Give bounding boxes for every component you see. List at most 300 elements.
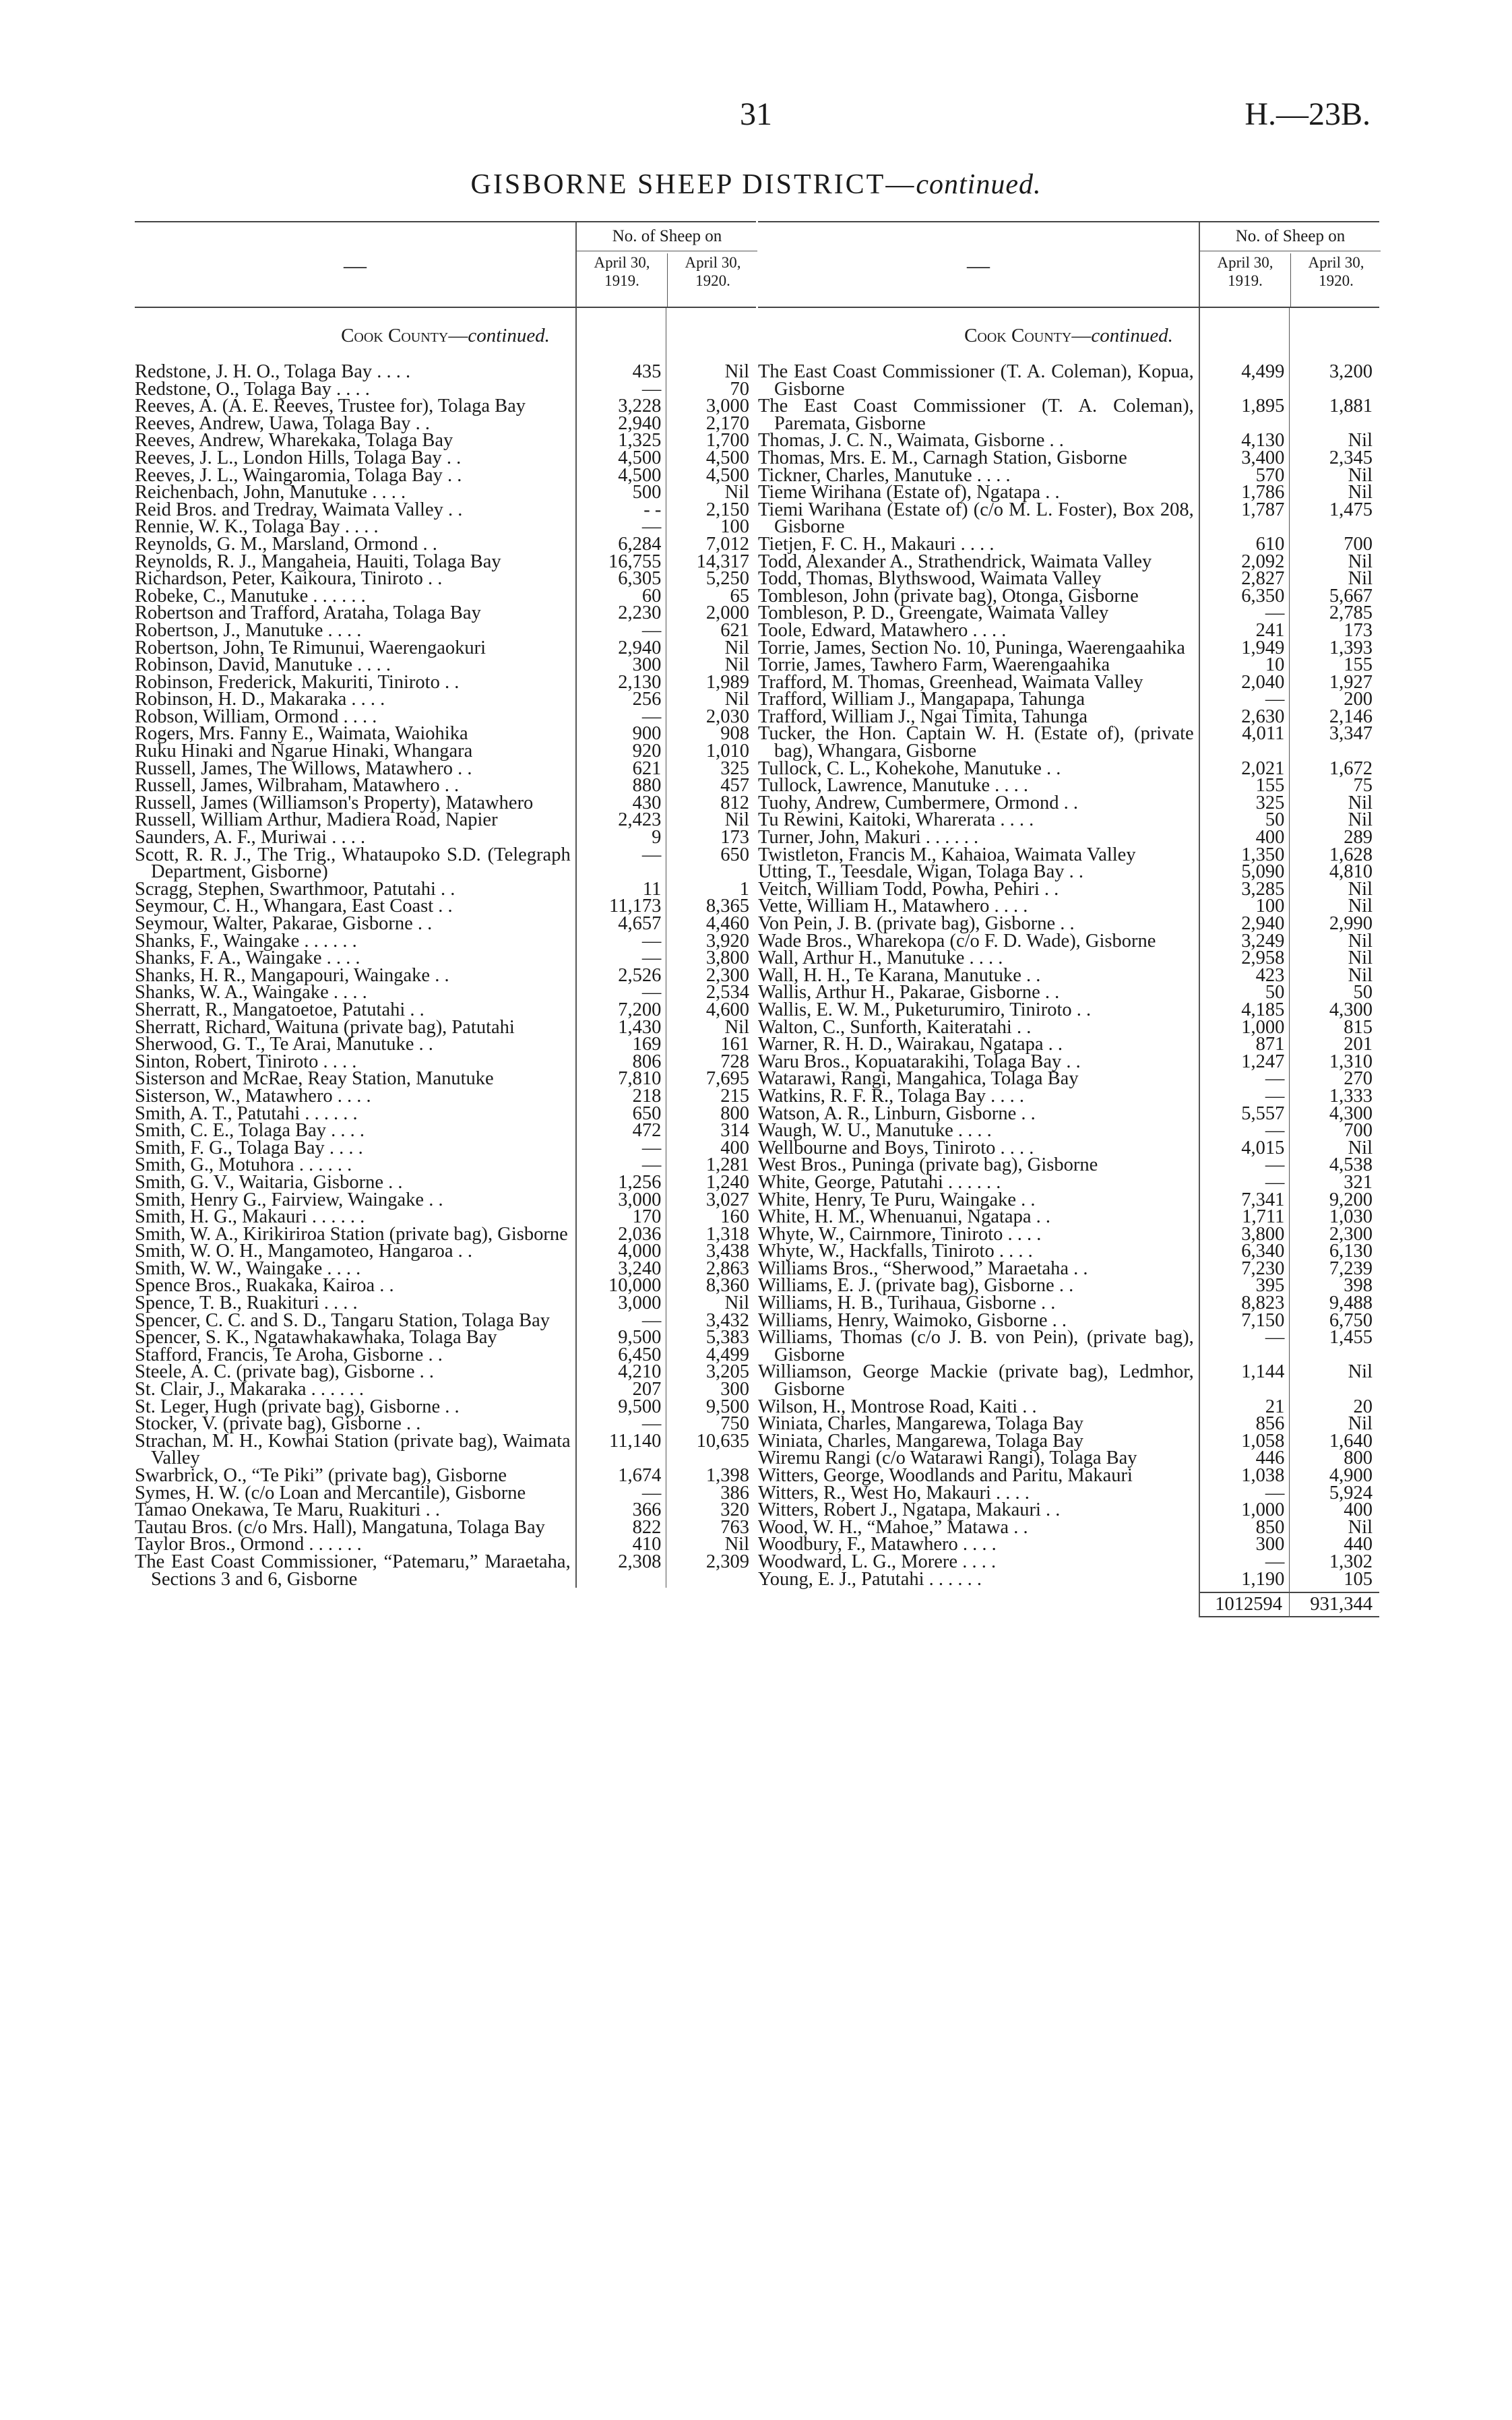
sheep-1919: 472 xyxy=(632,1120,662,1142)
table-row xyxy=(135,1415,756,1433)
col-1920-header: April 30, 1920. xyxy=(667,253,758,307)
right-rows xyxy=(758,363,1379,1588)
owner-name: Swarbrick, O., “Te Piki” (private bag), Gisborne xyxy=(135,1465,507,1486)
page-number: 31 xyxy=(740,96,772,132)
sheep-1920: 201 xyxy=(1344,1034,1373,1055)
owner-name: White, Henry, Te Puru, Waingake . . xyxy=(758,1189,1036,1210)
sheep-1920: 8,360 xyxy=(705,1275,750,1297)
owner-name: St. Clair, J., Makaraka . . . . . . xyxy=(135,1379,365,1400)
sheep-1920: 763 xyxy=(720,1516,750,1538)
owner-name: Utting, T., Teesdale, Wigan, Tolaga Bay . . xyxy=(758,861,1083,883)
sheep-1920: 1,240 xyxy=(705,1171,750,1193)
table-row xyxy=(135,1381,756,1398)
owner-name: Shanks, F. A., Waingake . . . . xyxy=(135,948,360,969)
sheep-1919: 1,949 xyxy=(1241,637,1285,658)
table-row xyxy=(758,1085,1379,1107)
total-1919: 1012594 xyxy=(1199,1592,1289,1617)
sheep-1919: 207 xyxy=(632,1379,662,1400)
col-1920-header: April 30, 1920. xyxy=(1290,253,1381,307)
owner-name: Reichenbach, John, Manutuke . . . . xyxy=(135,482,406,503)
sheep-1919: 435 xyxy=(632,361,662,382)
section-heading xyxy=(135,308,756,363)
owner-name: Rogers, Mrs. Fanny E., Waimata, Waiohika xyxy=(135,723,468,745)
owner-name: Sisterson and McRae, Reay Station, Manutuke xyxy=(135,1068,494,1090)
sheep-1919: — xyxy=(641,378,662,400)
owner-name: Reeves, A. (A. E. Reeves, Trustee for), Tolaga Bay xyxy=(135,396,526,417)
table-row xyxy=(758,1122,1379,1140)
total-label xyxy=(758,1592,1199,1617)
table-row xyxy=(758,1467,1379,1485)
owner-name: Sherratt, Richard, Waituna (private bag), Patutahi xyxy=(135,1016,515,1038)
sheep-1919: - - xyxy=(643,499,662,520)
owner-name: Smith, A. T., Patutahi . . . . . . xyxy=(135,1103,358,1124)
table-row xyxy=(758,1501,1379,1519)
owner-name: Reeves, Andrew, Uawa, Tolaga Bay . . xyxy=(135,412,431,434)
owner-name: Saunders, A. F., Muriwai . . . . xyxy=(135,827,366,848)
sheep-1920: 161 xyxy=(720,1034,750,1055)
table-row xyxy=(758,829,1379,846)
left-table-body xyxy=(135,308,756,1588)
sheep-1919: 3,228 xyxy=(618,396,662,417)
owner-name: Reeves, J. L., Waingaromia, Tolaga Bay . . xyxy=(135,464,462,486)
sheep-1920: 1,628 xyxy=(1329,844,1373,865)
sheep-1920: 650 xyxy=(720,844,750,865)
sheep-1920: 289 xyxy=(1344,827,1373,848)
owner-name: Wellbourne and Boys, Tiniroto . . . . xyxy=(758,1137,1034,1158)
owner-name: Russell, James, Wilbraham, Matawhero . . xyxy=(135,775,460,797)
table-row xyxy=(758,484,1379,501)
sheep-1920: 1,333 xyxy=(1329,1085,1373,1107)
owner-name: Robinson, David, Manutuke . . . . xyxy=(135,654,391,676)
sheep-1920: 398 xyxy=(1344,1275,1373,1297)
sheep-1920: Nil xyxy=(1348,878,1373,900)
table-row xyxy=(758,656,1379,674)
sheep-1919: 850 xyxy=(1255,1516,1285,1538)
sheep-1920: 5,924 xyxy=(1329,1482,1373,1503)
sheep-1919: 325 xyxy=(1255,792,1285,813)
owner-name: Smith, W. A., Kirikiriroa Station (private bag), Gisborne xyxy=(135,1223,568,1245)
owner-name: Williamson, George Mackie (private bag), Ledmhor, Gisborne xyxy=(758,1361,1194,1400)
sheep-1919: 1,711 xyxy=(1242,1206,1285,1228)
sheep-1919: 300 xyxy=(1255,1534,1285,1555)
owner-name: Reynolds, G. M., Marsland, Ormond . . xyxy=(135,533,437,555)
sheep-1919: 1,325 xyxy=(618,430,662,452)
owner-name: Tullock, Lawrence, Manutuke . . . . xyxy=(758,775,1029,797)
table-row xyxy=(135,1501,756,1519)
sheep-1919: 4,657 xyxy=(618,913,662,934)
table-row xyxy=(758,501,1379,536)
owner-name: Seymour, Walter, Pakarae, Gisborne . . xyxy=(135,913,433,934)
sheep-1920: 4,500 xyxy=(705,447,750,468)
document-reference: H.—23B. xyxy=(1245,96,1371,132)
sheep-1919: 300 xyxy=(632,654,662,676)
table-row xyxy=(135,1171,756,1193)
sheep-1919: 423 xyxy=(1255,964,1285,986)
owner-name: Sisterson, W., Matawhero . . . . xyxy=(135,1085,371,1107)
table-row xyxy=(758,398,1379,432)
sheep-1920: Nil xyxy=(724,654,750,676)
sheep-1919: 2,958 xyxy=(1241,948,1285,969)
owner-name: Walton, C., Sunforth, Kaiteratahi . . xyxy=(758,1016,1032,1038)
sheep-1920: 321 xyxy=(1344,1171,1373,1193)
sheep-1920: Nil xyxy=(1348,964,1373,986)
owner-name: Vette, William H., Matawhero . . . . xyxy=(758,896,1028,917)
owner-name: Witters, Robert J., Ngatapa, Makauri . . xyxy=(758,1499,1061,1521)
sheep-1920: 4,900 xyxy=(1329,1465,1373,1486)
owner-name: White, George, Patutahi . . . . . . xyxy=(758,1171,1001,1193)
sheep-1919: 2,630 xyxy=(1241,706,1285,727)
owner-name: Smith, H. G., Makauri . . . . . . xyxy=(135,1206,365,1228)
owner-name: Thomas, Mrs. E. M., Carnagh Station, Gisborne xyxy=(758,447,1127,468)
owner-name: Shanks, H. R., Mangapouri, Waingake . . xyxy=(135,964,449,986)
owner-name: Waru Bros., Kopuatarakihi, Tolaga Bay . . xyxy=(758,1051,1081,1072)
sheep-1920: 2,785 xyxy=(1329,602,1373,624)
sheep-1920: 800 xyxy=(1344,1448,1373,1469)
table-row xyxy=(758,533,1379,555)
sheep-1920: 400 xyxy=(720,1137,750,1158)
sheep-1919: — xyxy=(1265,1120,1285,1142)
sheep-1920: 325 xyxy=(720,757,750,779)
sheep-1920: 1,010 xyxy=(705,741,750,762)
sheep-1919: 1,256 xyxy=(618,1171,662,1193)
table-row xyxy=(758,1171,1379,1193)
owner-name: Winiata, Charles, Mangarewa, Tolaga Bay xyxy=(758,1413,1084,1435)
owner-name: Williams, H. B., Turihaua, Gisborne . . xyxy=(758,1293,1056,1314)
sheep-1920: 6,750 xyxy=(1329,1309,1373,1331)
owner-name: Witters, George, Woodlands and Paritu, Makauri xyxy=(758,1465,1133,1486)
sheep-1920: 2,030 xyxy=(705,706,750,727)
sheep-1920: 50 xyxy=(1353,982,1373,1003)
owner-name: West Bros., Puninga (private bag), Gisborne xyxy=(758,1154,1098,1176)
table-row xyxy=(758,1295,1379,1312)
owner-name: Wallis, Arthur H., Pakarae, Gisborne . . xyxy=(758,982,1060,1003)
sheep-1919: 6,340 xyxy=(1241,1241,1285,1262)
sheep-1920: 1,927 xyxy=(1329,671,1373,693)
sheep-1920: 314 xyxy=(720,1120,750,1142)
table-row xyxy=(135,570,756,588)
sheep-1920: 4,300 xyxy=(1329,999,1373,1020)
table-row xyxy=(135,1208,756,1226)
table-row xyxy=(758,1001,1379,1019)
sheep-1920: 200 xyxy=(1344,689,1373,710)
sheep-1919: 9,500 xyxy=(618,1396,662,1417)
right-table-header xyxy=(758,221,1379,308)
owner-name: Whyte, W., Hackfalls, Tiniroto . . . . xyxy=(758,1241,1033,1262)
sheep-1920: 457 xyxy=(720,775,750,797)
sheep-1919: 3,249 xyxy=(1241,930,1285,952)
owner-name: Taylor Bros., Ormond . . . . . . xyxy=(135,1534,362,1555)
table-row xyxy=(135,533,756,555)
right-table-body xyxy=(758,308,1379,1617)
total-row xyxy=(758,1592,1379,1617)
left-table xyxy=(135,221,756,2290)
owner-name: Spencer, C. C. and S. D., Tangaru Station, Tolaga Bay xyxy=(135,1309,550,1331)
total-1920: 931,344 xyxy=(1289,1592,1379,1617)
sheep-1919: 871 xyxy=(1255,1034,1285,1055)
section-continued: continued. xyxy=(1091,325,1173,346)
sheep-1919: 3,240 xyxy=(618,1258,662,1279)
owner-name: Tombleson, P. D., Greengate, Waimata Valley xyxy=(758,602,1109,624)
sheep-1919: 6,284 xyxy=(618,533,662,555)
section-continued: continued. xyxy=(468,325,550,346)
sheep-1920: 9,200 xyxy=(1329,1189,1373,1210)
sheep-1920: Nil xyxy=(1348,948,1373,969)
sheep-1919: 1,000 xyxy=(1241,1016,1285,1038)
sheep-1920: Nil xyxy=(1348,896,1373,917)
sheep-1919: 2,021 xyxy=(1241,757,1285,779)
sheep-1920: 1,302 xyxy=(1329,1551,1373,1572)
owner-name: Scragg, Stephen, Swarthmoor, Patutahi . . xyxy=(135,878,455,900)
sheep-1920: 700 xyxy=(1344,1120,1373,1142)
sheep-1920: 9,500 xyxy=(705,1396,750,1417)
sheep-1919: 500 xyxy=(632,482,662,503)
sheep-1920: 4,600 xyxy=(705,999,750,1020)
sheep-1920: 4,460 xyxy=(705,913,750,934)
sheep-1920: 4,300 xyxy=(1329,1103,1373,1124)
sheep-1919: 4,011 xyxy=(1242,723,1285,745)
sheep-1919: — xyxy=(641,1413,662,1435)
owner-name: Williams, E. J. (private bag), Gisborne . . xyxy=(758,1275,1074,1297)
sheep-1920: 7,695 xyxy=(705,1068,750,1090)
sheep-1920: 320 xyxy=(720,1499,750,1521)
sheep-1920: 2,146 xyxy=(1329,706,1373,727)
sheep-1919: — xyxy=(641,844,662,865)
sheep-1920: Nil xyxy=(1348,930,1373,952)
sheep-1920: 1,281 xyxy=(705,1154,750,1176)
table-row xyxy=(135,398,756,415)
sheep-1919: 410 xyxy=(632,1534,662,1555)
sheep-1920: Nil xyxy=(724,689,750,710)
table-row xyxy=(758,1036,1379,1053)
sheep-1919: 2,230 xyxy=(618,602,662,624)
sheep-1919: 920 xyxy=(632,741,662,762)
owner-name: Winiata, Charles, Mangarewa, Tolaga Bay xyxy=(758,1430,1084,1452)
sheep-1920: 3,000 xyxy=(705,396,750,417)
sheep-1920: 100 xyxy=(720,516,750,538)
sheep-1919: 1,190 xyxy=(1241,1568,1285,1590)
table-row xyxy=(758,449,1379,467)
owner-name: Wiremu Rangi (c/o Watarawi Rangi), Tolaga Bay xyxy=(758,1448,1137,1469)
owner-name: Woodward, L. G., Morere . . . . xyxy=(758,1551,997,1572)
owner-name: Russell, James, The Willows, Matawhero . . xyxy=(135,757,472,779)
owner-name: Steele, A. C. (private bag), Gisborne . . xyxy=(135,1361,435,1383)
table-row xyxy=(135,1001,756,1019)
owner-name: Shanks, F., Waingake . . . . . . xyxy=(135,930,357,952)
sheep-1920: 1,672 xyxy=(1329,757,1373,779)
sheep-1920: 2,170 xyxy=(705,412,750,434)
owner-name: Warner, R. H. D., Wairakau, Ngatapa . . xyxy=(758,1034,1063,1055)
left-rows xyxy=(135,363,756,1588)
table-row xyxy=(135,1430,756,1469)
table-row xyxy=(135,1467,756,1485)
sheep-1920: 440 xyxy=(1344,1534,1373,1555)
sheep-1919: 169 xyxy=(632,1034,662,1055)
owner-name: Strachan, M. H., Kowhai Station (private bag), Waimata Valley xyxy=(135,1430,571,1469)
table-row xyxy=(758,1208,1379,1226)
owner-name: Sherwood, G. T., Te Arai, Manutuke . . xyxy=(135,1034,433,1055)
owner-name: Wilson, H., Montrose Road, Kaiti . . xyxy=(758,1396,1037,1417)
owner-name: Twistleton, Francis M., Kahaioa, Waimata Valley xyxy=(758,844,1136,865)
sheep-1920: 1,393 xyxy=(1329,637,1373,658)
sheep-1920: 386 xyxy=(720,1482,750,1503)
sheep-1919: 155 xyxy=(1255,775,1285,797)
sheep-1919: 3,400 xyxy=(1241,447,1285,468)
owner-name: Wood, W. H., “Mahoe,” Matawa . . xyxy=(758,1516,1028,1538)
sheep-1919: 11,140 xyxy=(609,1430,662,1452)
owner-name: Scott, R. R. J., The Trig., Whataupoko S.D. (Telegraph Department, Gisborne) xyxy=(135,844,571,883)
sheep-1919: 1,247 xyxy=(1241,1051,1285,1072)
sheep-1920: 173 xyxy=(720,827,750,848)
sheep-1919: 2,940 xyxy=(1241,913,1285,934)
sheep-1920: 14,317 xyxy=(696,551,750,572)
sheep-1920: 1,989 xyxy=(705,671,750,693)
sheep-1919: 5,557 xyxy=(1241,1103,1285,1124)
sheep-1919: 16,755 xyxy=(608,551,662,572)
sheep-1919: 4,130 xyxy=(1241,430,1285,452)
owner-name: Robinson, H. D., Makaraka . . . . xyxy=(135,689,385,710)
sheep-1920: Nil xyxy=(724,809,750,831)
right-table xyxy=(758,221,1379,2290)
table-row xyxy=(758,1568,1379,1590)
sheep-1920: 300 xyxy=(720,1379,750,1400)
sheep-1919: 50 xyxy=(1265,809,1285,831)
sheep-1919: 10,000 xyxy=(608,1275,662,1297)
sheep-1919: — xyxy=(641,1309,662,1331)
sheep-count-header xyxy=(1199,222,1381,307)
sheep-1919: 1,058 xyxy=(1241,1430,1285,1452)
sheep-count-header xyxy=(575,222,757,307)
sheep-1920: 2,000 xyxy=(705,602,750,624)
owner-name: Robertson, J., Manutuke . . . . xyxy=(135,619,362,641)
sheep-1920: 1,030 xyxy=(1329,1206,1373,1228)
owner-name: The East Coast Commissioner (T. A. Coleman), Kopua, Gisborne xyxy=(758,361,1194,400)
sheep-1920: Nil xyxy=(1348,430,1373,452)
sheep-1919: 4,000 xyxy=(618,1241,662,1262)
sheep-1920: 270 xyxy=(1344,1068,1373,1090)
sheep-1919: — xyxy=(1265,689,1285,710)
sheep-1919: — xyxy=(1265,1551,1285,1572)
sheep-1919: 3,000 xyxy=(618,1293,662,1314)
sheep-1920: 2,863 xyxy=(705,1258,750,1279)
owner-name: Stafford, Francis, Te Aroha, Gisborne . . xyxy=(135,1344,443,1365)
sheep-count-label: No. of Sheep on xyxy=(1200,222,1381,251)
sheep-1919: 11 xyxy=(642,878,662,900)
sheep-1919: 4,015 xyxy=(1241,1137,1285,1158)
sheep-1920: 3,027 xyxy=(705,1189,750,1210)
sheep-1919: 446 xyxy=(1255,1448,1285,1469)
sheep-1919: — xyxy=(1265,1154,1285,1176)
sheep-1920: Nil xyxy=(724,1534,750,1555)
sheep-1920: 3,200 xyxy=(1329,361,1373,382)
sheep-1919: 2,827 xyxy=(1241,568,1285,590)
owner-name: Tietjen, F. C. H., Makauri . . . . xyxy=(758,533,995,555)
sheep-1919: 2,940 xyxy=(618,412,662,434)
owner-name: Watarawi, Rangi, Mangahica, Tolaga Bay xyxy=(758,1068,1079,1090)
sheep-1920: 4,810 xyxy=(1329,861,1373,883)
table-row xyxy=(135,1329,756,1346)
title-continued: continued. xyxy=(916,169,1042,200)
left-table-header xyxy=(135,221,756,308)
owner-name: Smith, W. W., Waingake . . . . xyxy=(135,1258,361,1279)
sheep-1920: 1,455 xyxy=(1329,1327,1373,1348)
sheep-1919: 621 xyxy=(632,757,662,779)
sheep-1919: 822 xyxy=(632,1516,662,1538)
sheep-1920: 105 xyxy=(1344,1568,1373,1590)
table-row xyxy=(758,915,1379,933)
owner-name: Smith, W. O. H., Mangamoteo, Hangaroa . . xyxy=(135,1241,473,1262)
sheep-1920: Nil xyxy=(724,1016,750,1038)
sheep-1919: 21 xyxy=(1265,1396,1285,1417)
sheep-1920: 2,309 xyxy=(705,1551,750,1572)
owner-name: Waugh, W. U., Manutuke . . . . xyxy=(758,1120,992,1142)
owner-name: Tamao Onekawa, Te Maru, Ruakituri . . xyxy=(135,1499,440,1521)
sheep-1919: 1,000 xyxy=(1241,1499,1285,1521)
table-row xyxy=(135,1295,756,1312)
sheep-1919: 806 xyxy=(632,1051,662,1072)
sheep-1919: 1,350 xyxy=(1241,844,1285,865)
owner-name: Todd, Thomas, Blythswood, Waimata Valley xyxy=(758,568,1102,590)
owner-name: Smith, G., Motuhora . . . . . . xyxy=(135,1154,352,1176)
sheep-1920: 160 xyxy=(720,1206,750,1228)
sheep-1919: 3,000 xyxy=(618,1189,662,1210)
sheep-1920: 2,300 xyxy=(705,964,750,986)
sheep-1919: 2,423 xyxy=(618,809,662,831)
owner-name: Reid Bros. and Tredray, Waimata Valley . . xyxy=(135,499,463,520)
sheep-1920: 1,398 xyxy=(705,1465,750,1486)
owner-name: Russell, James (Williamson's Property), Matawhero xyxy=(135,792,534,813)
owner-name: Ruku Hinaki and Ngarue Hinaki, Whangara xyxy=(135,741,473,762)
table-row xyxy=(758,1553,1379,1571)
owner-name: The East Coast Commissioner (T. A. Coleman), Paremata, Gisborne xyxy=(758,396,1194,434)
sheep-1919: 50 xyxy=(1265,982,1285,1003)
sheep-1920: Nil xyxy=(1348,1413,1373,1435)
sheep-1920: 728 xyxy=(720,1051,750,1072)
sheep-1920: 1 xyxy=(739,878,750,900)
sheep-1920: 75 xyxy=(1353,775,1373,797)
owner-name: Robinson, Frederick, Makuriti, Tiniroto . . xyxy=(135,671,460,693)
sheep-1920: 2,345 xyxy=(1329,447,1373,468)
sheep-1920: 700 xyxy=(1344,533,1373,555)
owner-name: Von Pein, J. B. (private bag), Gisborne . . xyxy=(758,913,1075,934)
table-row xyxy=(758,723,1379,762)
sheep-1919: — xyxy=(1265,602,1285,624)
sheep-1919: 10 xyxy=(1265,654,1285,676)
sheep-1919: — xyxy=(641,948,662,969)
sheep-1920: 1,881 xyxy=(1329,396,1373,417)
sheep-1919: 5,090 xyxy=(1241,861,1285,883)
sheep-1919: 2,036 xyxy=(618,1223,662,1245)
sheep-1919: 6,450 xyxy=(618,1344,662,1365)
table-row xyxy=(135,743,756,760)
sheep-1919: 218 xyxy=(632,1085,662,1107)
table-row xyxy=(758,777,1379,795)
sheep-1920: 8,365 xyxy=(705,896,750,917)
table-row xyxy=(135,363,756,381)
table-row xyxy=(758,950,1379,967)
owner-name: Stocker, V. (private bag), Gisborne . . xyxy=(135,1413,421,1435)
sheep-1919: — xyxy=(1265,1482,1285,1503)
owner-name: Smith, C. E., Tolaga Bay . . . . xyxy=(135,1120,365,1142)
sheep-1919: — xyxy=(641,1137,662,1158)
sheep-1920: 20 xyxy=(1353,1396,1373,1417)
sheep-1920: 215 xyxy=(720,1085,750,1107)
sheep-1920: 400 xyxy=(1344,1499,1373,1521)
sheep-1919: 1,038 xyxy=(1241,1465,1285,1486)
section-county: Cook County— xyxy=(964,325,1092,346)
table-row xyxy=(135,656,756,674)
sheep-1919: 650 xyxy=(632,1103,662,1124)
owner-name: Sinton, Robert, Tiniroto . . . . xyxy=(135,1051,357,1072)
